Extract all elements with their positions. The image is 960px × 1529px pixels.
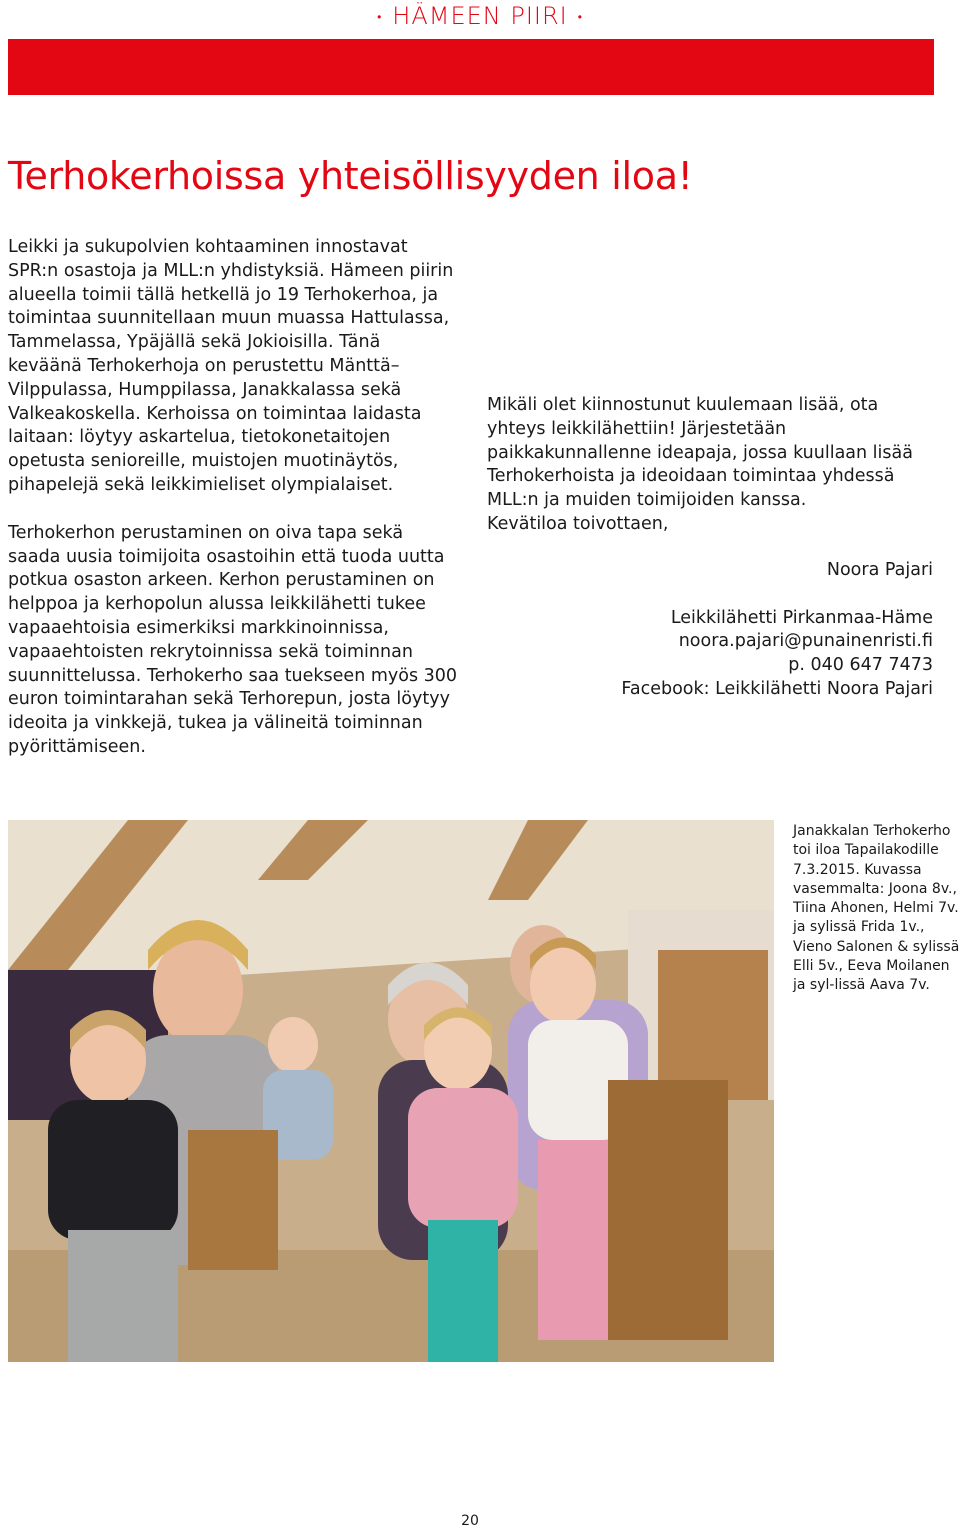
article-paragraph-3: Mikäli olet kiinnostunut kuulemaan lisää, ota yhteys leikkilähettiin! Järjestetään paikkakunnallenne ideapaja, jossa kuullaan lisää Terhokerhoista ja ideoidaan toimintaa yhdessä MLL:n ja muiden toimijoiden kanssa. — [487, 395, 913, 511]
article-title: Terhokerhoissa yhteisöllisyyden iloa! — [8, 154, 693, 198]
article-paragraph-2: Terhokerhon perustaminen on oiva tapa sekä saada uusia toimijoita osastoihin että tuoda uutta potkua osaston arkeen. Kerhon perustaminen on helppoa ja kerhopolun alussa leikkilähetti tukee vapaaehtoisia esimerkiksi markkinoinnissa, vapaaehtoisten rekrytoinnissa sekä toiminnan suunnittelussa. Terhokerho saa tuekseen myös 300 euron toimintarahan sekä Terhorepun, josta löytyy ideoita ja vinkkejä, tukea ja välineitä toiminnan pyörittämiseen. — [8, 522, 458, 757]
page-number: 20 — [461, 1513, 479, 1529]
section-header — [0, 2, 960, 34]
header-dot-left: • — [377, 10, 383, 24]
section-header-label: HÄMEEN PIIRI — [392, 2, 568, 30]
article-left-column — [8, 236, 458, 760]
article-closing: Kevätiloa toivottaen, — [487, 513, 669, 534]
article-right-column — [487, 394, 933, 537]
group-photo — [8, 820, 774, 1362]
signature-email: noora.pajari@punainenristi.fi — [678, 631, 933, 652]
photo-caption: Janakkalan Terhokerho toi iloa Tapailakodille 7.3.2015. Kuvassa vasemmalta: Joona 8v., Tiina Ahonen, Helmi 7v. ja sylissä Frida 1v., Vieno Salonen & sylissä Elli 5v., Eeva Moilanen ja syl-lissä Aava 7v. — [793, 823, 960, 994]
article-paragraph-1: Leikki ja sukupolvien kohtaaminen innostavat SPR:n osastoja ja MLL:n yhdistyksiä. Hämeen piirin alueella toimii tällä hetkellä jo 19 Terhokerhoa, ja toimintaa suunnitellaan muun muassa Hattulassa, Tammelassa, Ypäjällä sekä Jokioisilla. Tänä keväänä Terhokerhoja on perustettu Mänttä–Vilppulassa, Humppilassa, Janakkalassa sekä Valkeakoskella. Kerhoissa on toimintaa laidasta laitaan: löytyy askartelua, tietokonetaitojen opetusta senioreille, muistojen muotinäytös, pihapelejä sekä leikkimieliset olympialaiset. — [8, 237, 454, 495]
signature-phone: p. 040 647 7473 — [788, 655, 933, 676]
signature-role: Leikkilähetti Pirkanmaa-Häme — [670, 607, 933, 628]
group-photo-illustration — [8, 820, 774, 1362]
signature-facebook: Facebook: Leikkilähetti Noora Pajari — [621, 678, 933, 699]
signature-block — [487, 559, 933, 702]
signature-name: Noora Pajari — [826, 560, 933, 580]
header-red-band — [8, 39, 934, 95]
header-dot-right: • — [577, 10, 583, 24]
